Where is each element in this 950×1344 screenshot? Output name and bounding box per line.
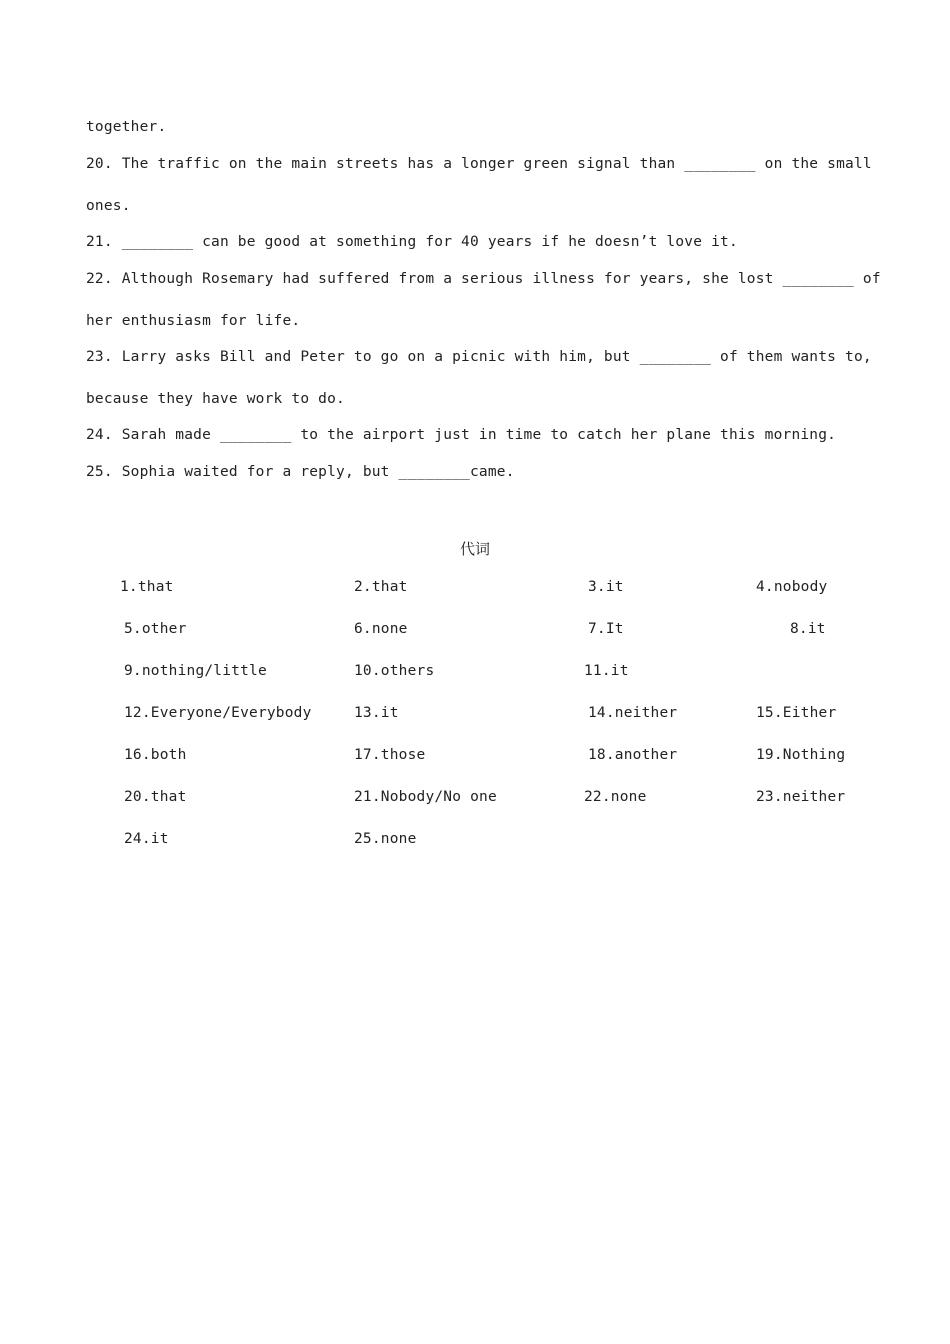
question-line: because they have work to do. [86, 391, 345, 407]
answer-item: 8.it [790, 621, 826, 637]
answer-item: 25.none [354, 831, 417, 847]
answer-item: 23.neither [756, 789, 846, 805]
answer-item: 24.it [124, 831, 169, 847]
answer-item: 21.Nobody/No one [354, 789, 497, 805]
answer-item: 17.those [354, 747, 426, 763]
question-line: 20. The traffic on the main streets has a longer green signal than ________ on the small [86, 156, 872, 172]
answer-item: 7.It [588, 621, 624, 637]
answer-item: 11.it [584, 663, 629, 679]
answer-item: 2.that [354, 579, 408, 595]
answer-item: 16.both [124, 747, 187, 763]
answer-item: 6.none [354, 621, 408, 637]
answer-item: 14.neither [588, 705, 678, 721]
answer-item: 20.that [124, 789, 187, 805]
answer-item: 12.Everyone/Everybody [124, 705, 312, 721]
answer-item: 22.none [584, 789, 647, 805]
question-line: 21. ________ can be good at something for 40 years if he doesn’t love it. [86, 234, 738, 250]
answer-item: 3.it [588, 579, 624, 595]
question-line: her enthusiasm for life. [86, 313, 301, 329]
question-line: 24. Sarah made ________ to the airport just in time to catch her plane this morning. [86, 427, 837, 443]
question-line: 25. Sophia waited for a reply, but ________came. [86, 464, 515, 480]
question-line: 22. Although Rosemary had suffered from a serious illness for years, she lost ________ of [86, 271, 881, 287]
answer-item: 9.nothing/little [124, 663, 267, 679]
question-line: ones. [86, 198, 131, 214]
answer-item: 19.Nothing [756, 747, 846, 763]
answers-title: 代词 [459, 540, 490, 558]
question-line: together. [86, 119, 167, 135]
answer-item: 10.others [354, 663, 435, 679]
question-line: 23. Larry asks Bill and Peter to go on a picnic with him, but ________ of them wants to, [86, 349, 872, 365]
answer-item: 18.another [588, 747, 678, 763]
answer-item: 1.that [120, 579, 174, 595]
answer-item: 15.Either [756, 705, 837, 721]
answer-item: 13.it [354, 705, 399, 721]
answer-item: 4.nobody [756, 579, 828, 595]
answer-item: 5.other [124, 621, 187, 637]
